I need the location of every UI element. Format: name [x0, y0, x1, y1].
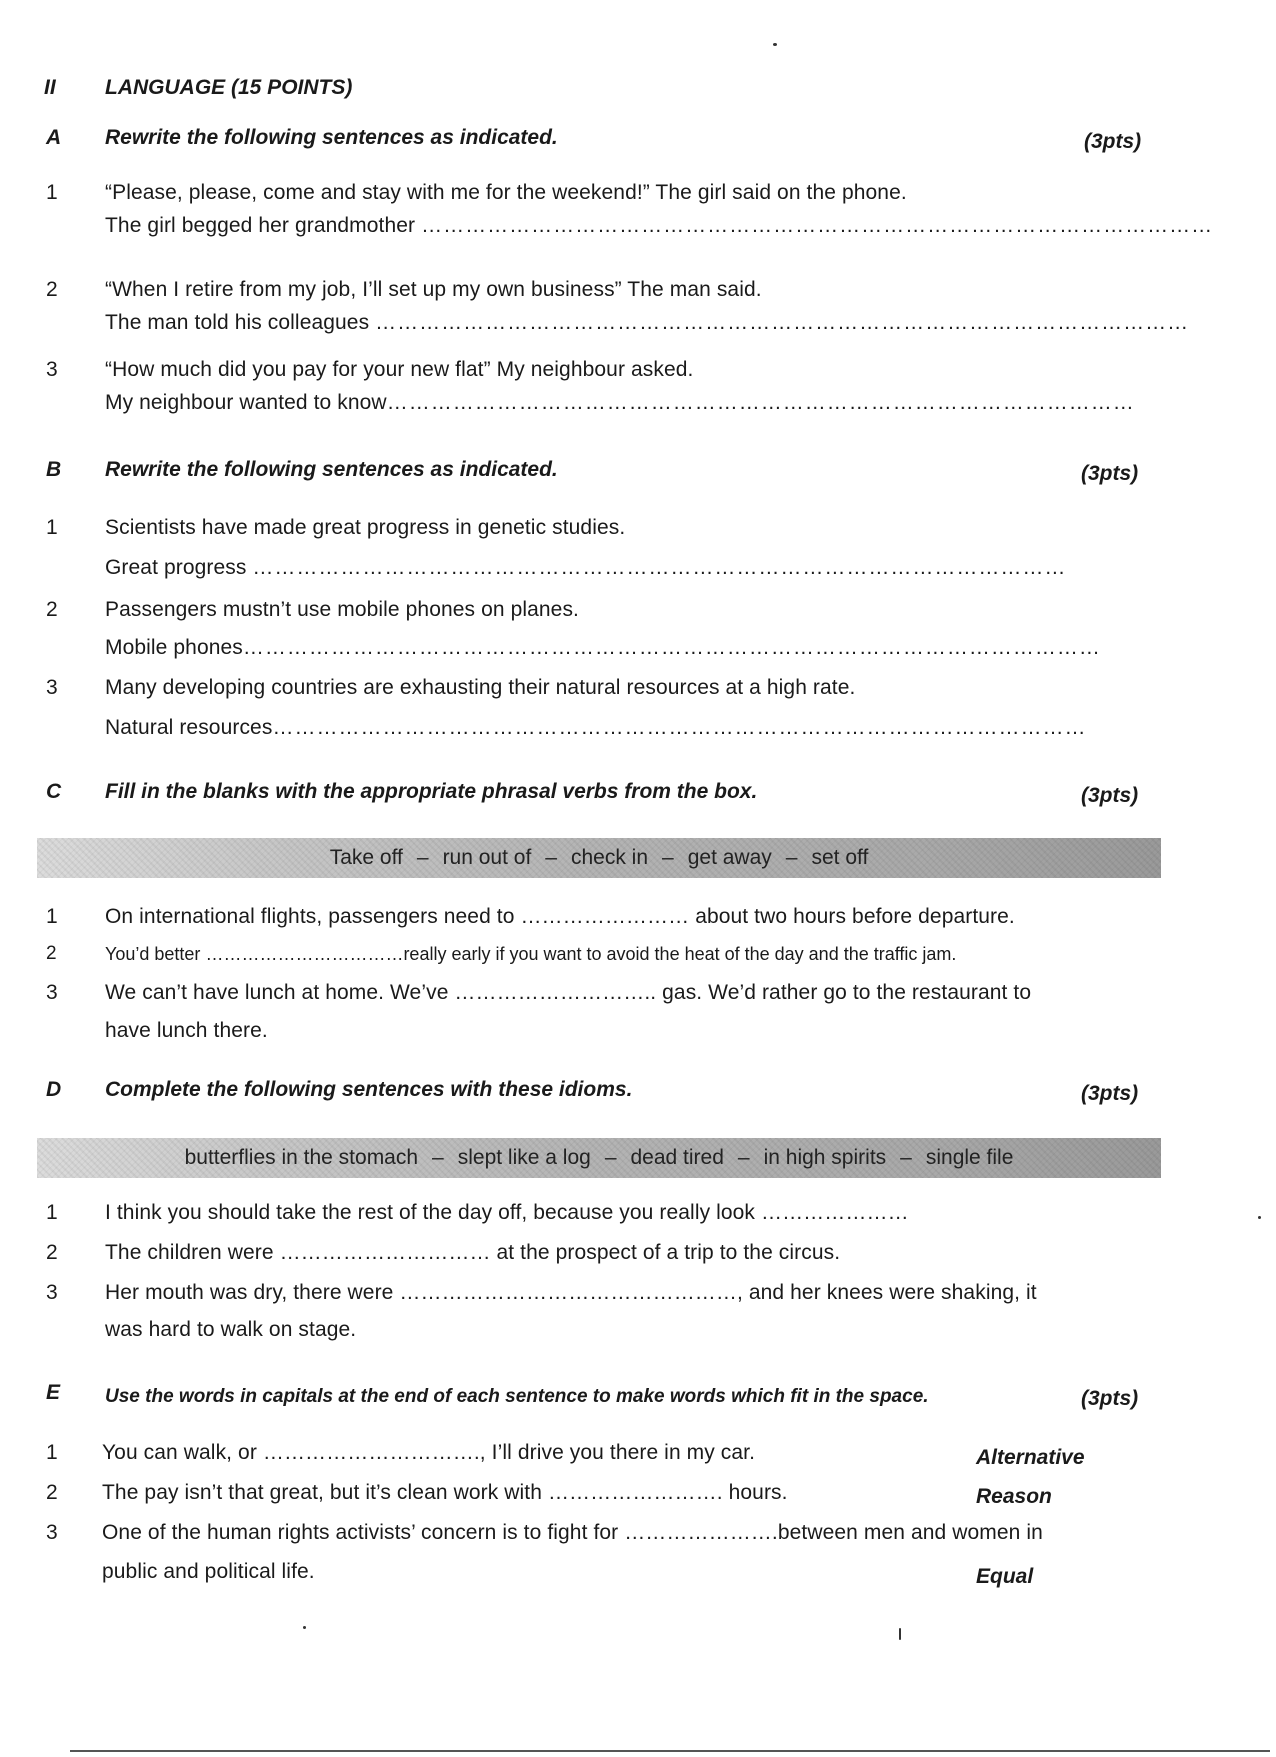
d2-blank[interactable]: …………………………: [279, 1241, 491, 1264]
part-d-points: (3pts): [1081, 1082, 1139, 1105]
a2-prompt: The man told his colleagues …………………………………………………………………………………………………: [105, 311, 1190, 334]
b2-sentence: Passengers mustn’t use mobile phones on planes.: [105, 598, 579, 621]
d3-number: 3: [46, 1281, 58, 1304]
d3-continuation: was hard to walk on stage.: [105, 1318, 357, 1341]
idiom-option: single file: [925, 1146, 1014, 1169]
bottom-rule: [70, 1750, 1270, 1752]
d3-blank[interactable]: …………………………………………,: [399, 1281, 743, 1304]
box-separator: –: [432, 1146, 444, 1169]
e1-capital-word: Alternative: [976, 1446, 1085, 1469]
c2-blank[interactable]: ……………………………: [205, 944, 404, 964]
part-b-instruction: Rewrite the following sentences as indicated.: [105, 458, 558, 481]
part-e-instruction: Use the words in capitals at the end of each sentence to make words which fit in the space.: [105, 1386, 929, 1407]
box-separator: –: [604, 1146, 617, 1169]
phrasal-verb-option: get away: [687, 846, 772, 869]
a1-prompt: The girl begged her grandmother ………………………………………………………………………………………………: [105, 214, 1214, 237]
c3-continuation: have lunch there.: [105, 1019, 268, 1042]
a3-sentence: “How much did you pay for your new flat” My neighbour asked.: [105, 358, 694, 381]
c3-number: 3: [46, 981, 58, 1004]
box-separator: –: [785, 846, 798, 869]
c2-sentence: You’d better ……………………………really early if you want to avoid the heat of the day and the traffic jam.: [105, 944, 957, 964]
c3-sentence: We can’t have lunch at home. We’ve ……………………….. gas. We’d rather go to the restaurant to: [105, 981, 1032, 1004]
section-title: LANGUAGE (15 POINTS): [105, 76, 353, 99]
e2-number: 2: [46, 1481, 58, 1504]
d2-sentence: The children were ………………………… at the prospect of a trip to the circus.: [105, 1241, 841, 1264]
e3-sentence: One of the human rights activists’ concern is to fight for ………………….between men and women in: [102, 1521, 1043, 1544]
box-separator: –: [737, 1146, 750, 1169]
part-e-letter: E: [46, 1381, 61, 1404]
c1-sentence: On international flights, passengers need to …………………… about two hours before departure.: [105, 905, 1015, 928]
part-c-instruction: Fill in the blanks with the appropriate phrasal verbs from the box.: [105, 780, 758, 803]
idiom-option: butterflies in the stomach: [184, 1146, 419, 1169]
idiom-option: slept like a log: [457, 1146, 591, 1169]
c1-number: 1: [46, 905, 58, 928]
box-separator: –: [545, 846, 557, 869]
idioms-box: [37, 1138, 1161, 1178]
part-b-points: (3pts): [1081, 462, 1139, 485]
a3-prompt: My neighbour wanted to know…………………………………………………………………………………………: [105, 391, 1135, 414]
e3-continuation: public and political life.: [102, 1560, 315, 1583]
a2-sentence: “When I retire from my job, I’ll set up my own business” The man said.: [105, 278, 762, 301]
b1-number: 1: [46, 516, 58, 539]
part-c-points: (3pts): [1081, 784, 1139, 807]
box-separator: –: [416, 846, 429, 869]
box-separator: –: [662, 846, 674, 869]
e1-blank[interactable]: ………………………….,: [262, 1441, 486, 1464]
b3-number: 3: [46, 676, 58, 699]
phrasal-verb-option: run out of: [442, 846, 532, 869]
d2-number: 2: [46, 1241, 58, 1264]
phrasal-verb-option: set off: [811, 846, 869, 869]
b2-prompt: Mobile phones………………………………………………………………………………………………………: [105, 636, 1101, 659]
d1-number: 1: [46, 1201, 58, 1224]
part-c-letter: C: [46, 780, 62, 803]
e3-number: 3: [46, 1521, 58, 1544]
part-b-letter: B: [46, 458, 62, 481]
part-a-points: (3pts): [1084, 130, 1142, 153]
a1-sentence: “Please, please, come and stay with me for the weekend!” The girl said on the phone.: [105, 181, 907, 204]
b1-prompt: Great progress …………………………………………………………………………………………………: [105, 556, 1067, 579]
d1-blank[interactable]: …………………: [760, 1201, 909, 1224]
e2-sentence: The pay isn’t that great, but it’s clean work with ……………………. hours.: [102, 1481, 788, 1504]
e1-sentence: You can walk, or …………………………., I’ll drive you there in my car.: [102, 1441, 756, 1464]
scan-speck: [899, 1628, 901, 1640]
c3-blank[interactable]: ………………………..: [454, 981, 657, 1004]
scan-speck: [1258, 1216, 1261, 1219]
part-e-points: (3pts): [1081, 1387, 1139, 1410]
phrasal-verb-option: Take off: [329, 846, 403, 869]
scan-speck: [773, 43, 777, 46]
b3-sentence: Many developing countries are exhausting their natural resources at a high rate.: [105, 676, 856, 699]
c1-blank[interactable]: ……………………: [520, 905, 690, 928]
e2-capital-word: Reason: [976, 1485, 1052, 1508]
part-d-letter: D: [46, 1078, 62, 1101]
box-separator: –: [900, 1146, 912, 1169]
a3-number: 3: [46, 358, 58, 381]
a2-number: 2: [46, 278, 58, 301]
e3-capital-word: Equal: [976, 1565, 1034, 1588]
phrasal-verbs-box: [37, 838, 1161, 878]
e3-blank[interactable]: ………………….: [624, 1521, 778, 1544]
b2-number: 2: [46, 598, 58, 621]
phrasal-verb-option: check in: [570, 846, 649, 869]
d3-sentence: Her mouth was dry, there were …………………………………………, and her knees were shaking, it: [105, 1281, 1037, 1304]
part-a-instruction: Rewrite the following sentences as indicated.: [105, 126, 558, 149]
d1-sentence: I think you should take the rest of the day off, because you really look …………………: [105, 1201, 909, 1224]
section-numeral: II: [44, 76, 56, 99]
part-a-letter: A: [46, 126, 62, 149]
scan-speck: [303, 1626, 306, 1629]
idiom-option: dead tired: [630, 1146, 724, 1169]
idiom-option: in high spirits: [763, 1146, 887, 1169]
b1-sentence: Scientists have made great progress in genetic studies.: [105, 516, 626, 539]
part-d-instruction: Complete the following sentences with these idioms.: [105, 1078, 633, 1101]
b3-prompt: Natural resources…………………………………………………………………………………………………: [105, 716, 1087, 739]
e2-blank[interactable]: …………………….: [547, 1481, 723, 1504]
c2-number: 2: [46, 943, 57, 964]
e1-number: 1: [46, 1441, 58, 1464]
a1-number: 1: [46, 181, 58, 204]
